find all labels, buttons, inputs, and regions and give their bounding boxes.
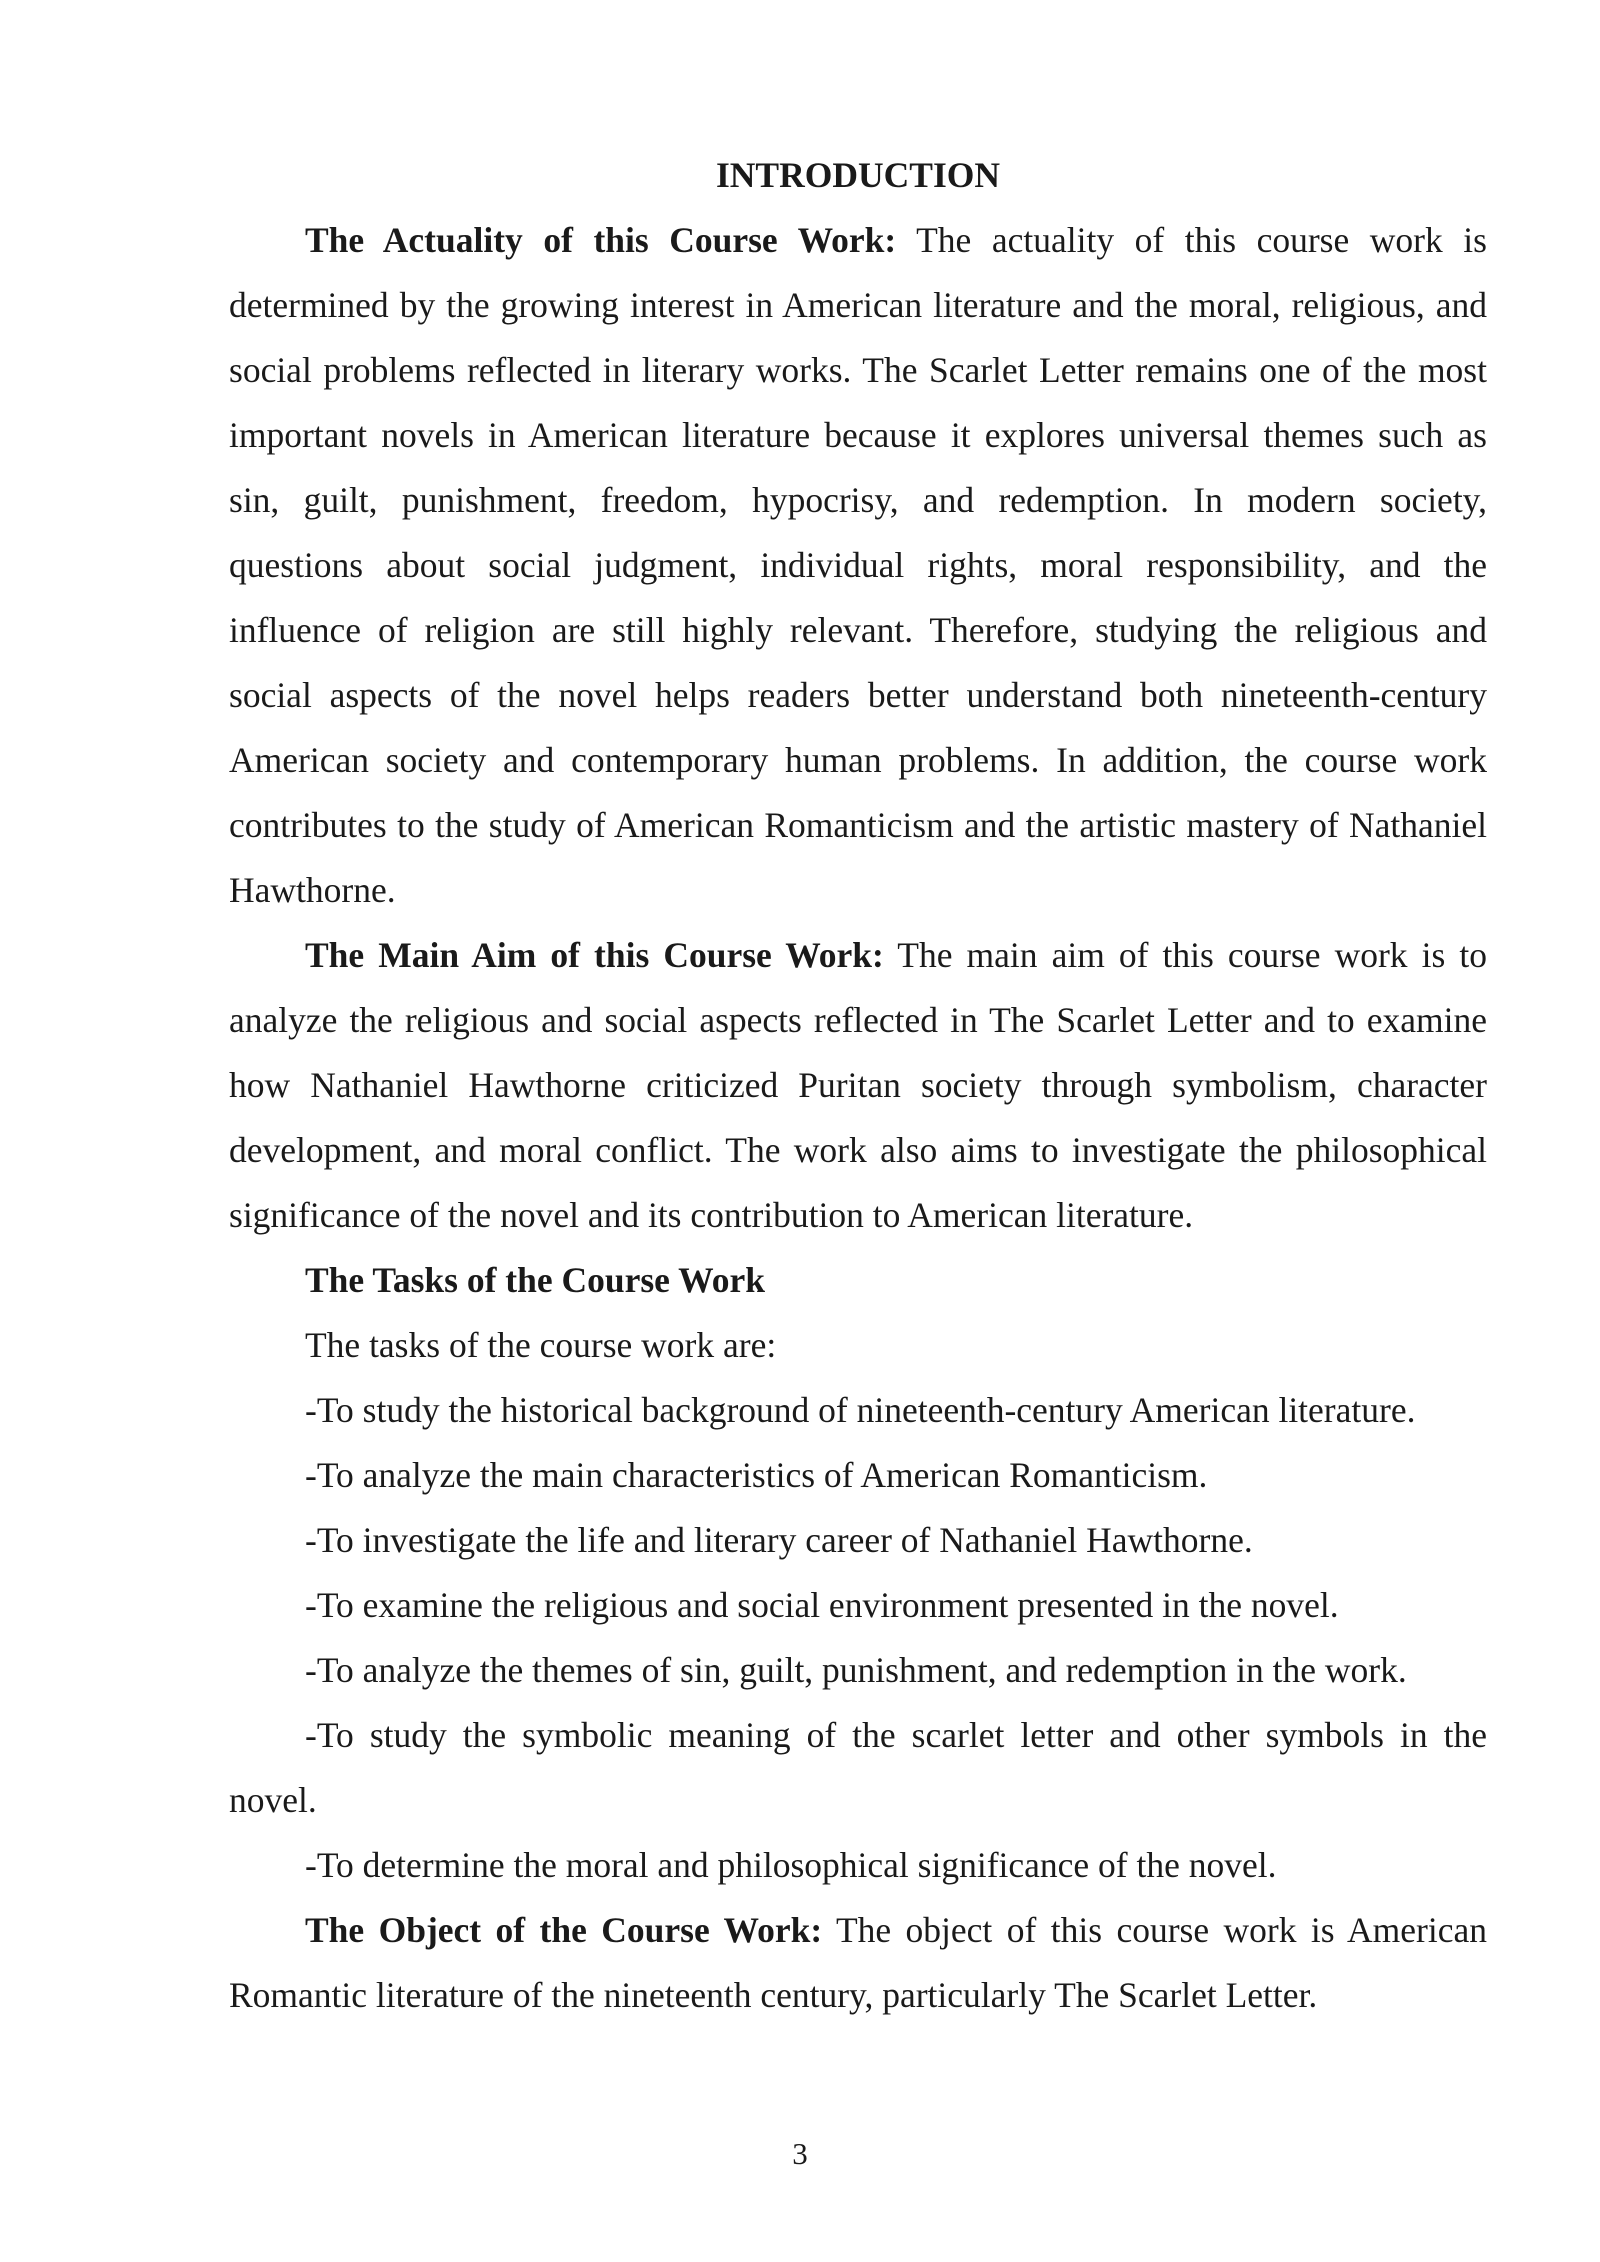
task-item: -To analyze the themes of sin, guilt, punishment, and redemption in the work. bbox=[305, 1650, 1407, 1690]
actuality-text: The actuality of this course work is determined by the growing interest in American literature and the moral, religious, and social problems reflected in literary works. The Scarlet Letter remains one of the most important novels in American literature because it explores universal themes such as sin, guilt, punishment, freedom, hypocrisy, and redemption. In modern society, questions about social judgment, individual rights, moral responsibility, and the influence of religion are still highly relevant. Therefore, studying the religious and social aspects of the novel helps readers better understand both nineteenth-century American society and contemporary human problems. In addition, the course work contributes to the study of American Romanticism and the artistic mastery of Nathaniel Hawthorne. bbox=[229, 220, 1487, 910]
tasks-title: The Tasks of the Course Work bbox=[305, 1260, 765, 1300]
task-item: -To examine the religious and social environment presented in the novel. bbox=[305, 1585, 1339, 1625]
actuality-label: The Actuality of this Course Work: bbox=[305, 220, 897, 260]
page-number: 3 bbox=[792, 2136, 808, 2171]
object-text: The object of this course work is American Romantic literature of the nineteenth century, particularly The Scarlet Letter. bbox=[229, 1910, 1488, 2015]
task-item: -To investigate the life and literary career of Nathaniel Hawthorne. bbox=[305, 1520, 1253, 1560]
actuality-paragraph bbox=[229, 208, 1487, 923]
task-item: -To determine the moral and philosophical significance of the novel. bbox=[305, 1845, 1277, 1885]
page-content bbox=[229, 143, 1487, 2028]
main-aim-paragraph bbox=[229, 923, 1487, 1248]
tasks-paragraph bbox=[229, 1248, 1487, 1313]
main-aim-text: The main aim of this course work is to analyze the religious and social aspects reflected in The Scarlet Letter and to examine how Nathaniel Hawthorne criticized Puritan society through symbolism, character development, and moral conflict. The work also aims to investigate the philosophical significance of the novel and its contribution to American literature. bbox=[229, 935, 1487, 1235]
task-item: -To study the historical background of nineteenth-century American literature. bbox=[305, 1390, 1416, 1430]
task-item: -To analyze the main characteristics of American Romanticism. bbox=[305, 1455, 1208, 1495]
object-paragraph bbox=[229, 1898, 1487, 2028]
object-label: The Object of the Course Work: bbox=[305, 1910, 823, 1950]
tasks-intro: The tasks of the course work are: bbox=[305, 1325, 777, 1365]
section-heading: INTRODUCTION bbox=[715, 155, 1001, 195]
task-item: -To study the symbolic meaning of the scarlet letter and other symbols in the novel. bbox=[229, 1715, 1487, 1820]
main-aim-label: The Main Aim of this Course Work: bbox=[305, 935, 884, 975]
